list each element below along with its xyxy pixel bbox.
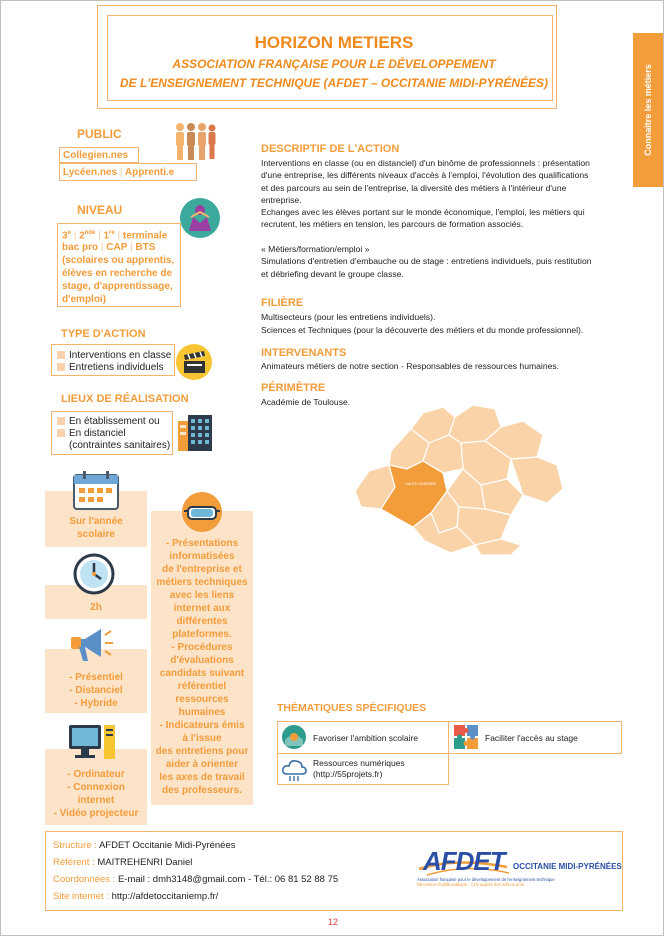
lieux-item-2 [57, 428, 126, 440]
footer-structure-value: AFDET Occitanie Midi-Pyrénées [98, 840, 236, 851]
lieux-item-1-label: En établissement ou [69, 416, 160, 427]
perimetre-heading: PÉRIMÈTRE [261, 382, 326, 394]
modalite-1: - Présentiel [69, 672, 123, 683]
outils-line: ressources [175, 694, 229, 705]
niveau-1re: 1 [103, 230, 110, 242]
thematique-2-label: Faciliter l'accès au stage [485, 733, 578, 743]
outils-line: humaines [178, 707, 226, 718]
outils-line: à l'issue [182, 733, 222, 744]
niveau-3e-sup: e [67, 230, 71, 236]
niveau-cap: CAP [106, 242, 128, 253]
duree-label-2: scolaire [77, 529, 115, 540]
lieux-item-2-label: En distanciel [69, 428, 126, 439]
filiere-line-2: Sciences et Techniques (pour la découverte des métiers et du monde professionnel). [261, 325, 584, 335]
footer-coord-value[interactable]: E-mail : dmh3148@gmail.com - Tél.: 06 81 52 88 75 [117, 874, 339, 885]
clapperboard-icon [175, 343, 213, 381]
materiel-2: - Connexion [67, 782, 125, 793]
materiel-4: - Vidéo projecteur [53, 808, 139, 819]
afdet-logo-line-2: Reconnue d'utilité publique - Cr/e auprès des milieux droit [417, 882, 525, 887]
outils-line: de l'entreprise et [162, 564, 242, 575]
bullet-icon [57, 363, 65, 371]
graduation-icon [179, 197, 221, 239]
outils-line: - Indicateurs émis [159, 720, 245, 731]
niveau-line-1: 3e | 2nde | 1re | terminale [62, 230, 168, 242]
outils-line: informatisées [169, 551, 235, 562]
type-action-item-1 [57, 350, 171, 362]
public-item-1: Collegien.nes [63, 150, 129, 161]
thematique-1-label: Favoriser l'ambition scolaire [313, 733, 419, 743]
niveau-bacpro: bac pro [62, 242, 99, 253]
vr-goggles-icon [181, 491, 223, 533]
outils-line: métiers techniques [156, 577, 248, 588]
descriptif-line: « Métiers/formation/emploi » [261, 244, 370, 255]
afdet-logo-line-1: Association française pour le développement de l'enseignement technique [417, 877, 555, 882]
header-subtitle-1: ASSOCIATION FRANÇAISE POUR LE DÉVELOPPEMENT [172, 57, 496, 71]
outils-line: - Procédures [171, 642, 233, 653]
lieux-item-1 [57, 416, 160, 428]
footer-referent [53, 854, 192, 871]
computer-icon [67, 721, 117, 763]
public-heading: PUBLIC [77, 127, 122, 141]
descriptif-line: Simulations d'entretien d'embauche ou de stage : entretiens individuels, puis restitution [261, 256, 592, 267]
temps-label: 2h [90, 602, 102, 613]
outils-list [151, 537, 253, 797]
descriptif-line: d'une entreprise, les différents niveaux d'accès à l'emploi, l'évolution des qualifications [261, 170, 589, 181]
building-icon [175, 413, 215, 453]
afdet-logo-region: OCCITANIE MIDI-PYRÉNÉES [513, 862, 622, 871]
cloud-icon [281, 756, 307, 782]
niveau-2nde-sup: nde [84, 230, 96, 236]
afdet-logo-text: AFDET [423, 846, 505, 876]
region-map [351, 399, 567, 555]
bullet-icon [57, 429, 65, 437]
type-action-heading: TYPE D'ACTION [61, 328, 146, 340]
page-number: 12 [327, 917, 338, 927]
thematiques-heading: THÉMATIQUES SPÉCIFIQUES [277, 702, 427, 714]
target-icon [281, 724, 307, 750]
bullet-icon [57, 417, 65, 425]
page-title: HORIZON METIERS [254, 33, 414, 52]
filiere-heading: FILIÈRE [261, 297, 304, 309]
lieux-note: (contraintes sanitaires) [69, 440, 171, 451]
descriptif-line [261, 231, 631, 243]
footer-coord-label: Coordonnées : [53, 874, 118, 885]
descriptif-heading: DESCRIPTIF DE L'ACTION [261, 143, 400, 155]
public-item-3: Apprenti.e [124, 167, 175, 178]
perimetre-text: Académie de Toulouse. [261, 397, 351, 407]
side-tab [633, 33, 663, 187]
modalite-2: - Distanciel [69, 685, 123, 696]
header-subtitle-2: DE L'ENSEIGNEMENT TECHNIQUE (AFDET – OCCITANIE MIDI-PYRÉNÉES) [120, 76, 548, 90]
map-label: HAUTE-GARONNE [405, 482, 437, 486]
outils-line: candidats suivant [159, 668, 245, 679]
outils-line: avec les liens [169, 590, 235, 601]
type-action-item-2-label: Entretiens individuels [69, 362, 164, 373]
niveau-2nde: 2 [79, 230, 85, 242]
materiel-1: - Ordinateur [67, 769, 125, 780]
thematique-3-link[interactable]: (http://55projets.fr) [313, 769, 383, 779]
outils-line: - Présentations [165, 538, 239, 549]
descriptif-text [261, 157, 631, 280]
people-icon [173, 121, 217, 163]
side-tab-label: Connaître les métiers [643, 64, 653, 156]
niveau-1re-sup: re [109, 230, 115, 236]
puzzle-icon [452, 723, 480, 751]
niveau-bts: BTS [135, 242, 156, 253]
materiel-3: internet [77, 795, 115, 806]
outils-line: les axes de travail [159, 772, 245, 783]
calendar-icon [71, 471, 121, 511]
type-action-item-1-label: Interventions en classe [69, 350, 172, 361]
descriptif-line: et débriefing devant le groupe classe. [261, 268, 404, 279]
niveau-extra: (scolaires ou apprentis, élèves en recherche de stage, d'apprentissage, d'emploi) [62, 255, 175, 305]
megaphone-icon [67, 623, 115, 665]
footer-site [53, 888, 218, 905]
niveau-line-2: bac pro | CAP | BTS [62, 242, 156, 253]
descriptif-line: recrutent, les métiers en tension, les parcours de formation associés. [261, 219, 524, 230]
footer-site-label: Site internet : [53, 891, 112, 902]
filiere-line-1: Multisecteurs (pour les entretiens individuels). [261, 312, 436, 322]
public-items-row: Lycéen.nes | Apprenti.e [63, 167, 175, 178]
footer-structure-label: Structure : [53, 840, 99, 851]
intervenants-text: Animateurs métiers de notre section - Responsables de ressources humaines. [261, 361, 560, 371]
outils-line: référentiel [177, 681, 227, 692]
niveau-heading: NIVEAU [77, 203, 123, 217]
footer-structure [53, 837, 236, 854]
footer-referent-value: MAITREHENRI Daniel [97, 857, 193, 868]
niveau-terminale: terminale [122, 230, 168, 242]
descriptif-line: et des parcours au sein de l'entreprise, la diversité des métiers à l'intérieur d'une [261, 182, 567, 193]
niveau-3e: 3 [62, 230, 68, 242]
outils-line: des entretiens pour [155, 746, 249, 757]
type-action-item-2 [57, 362, 164, 374]
outils-line: des professeurs. [161, 785, 243, 796]
footer-referent-label: Référent : [53, 857, 98, 868]
descriptif-line: entreprise. [261, 194, 302, 205]
footer-site-link[interactable]: http://afdetoccitaniemp.fr/ [111, 891, 219, 902]
thematique-3-label: Ressources numériques [313, 758, 405, 768]
intervenants-heading: INTERVENANTS [261, 347, 347, 359]
descriptif-line: Echanges avec les élèves portant sur le monde économique, l'emploi, les métiers qui [261, 207, 585, 218]
outils-line: différentes [176, 616, 228, 627]
afdet-logo [417, 846, 622, 887]
bullet-icon [57, 351, 65, 359]
modalite-3: - Hybride [74, 698, 118, 709]
clock-icon [73, 553, 115, 595]
public-item-2: Lycéen.nes [63, 167, 118, 178]
descriptif-line: Interventions en classe (ou en distanciel) d'un binôme de professionnels : présentation [261, 158, 590, 168]
outils-line: aider à orienter [165, 759, 239, 770]
duree-label-1: Sur l'année [69, 516, 123, 527]
outils-line: internet aux [173, 603, 231, 614]
outils-line: plateformes. [172, 629, 232, 640]
lieux-heading: LIEUX DE RÉALISATION [61, 393, 189, 405]
outils-line: d'évaluations [170, 655, 234, 666]
footer-coordonnees [53, 871, 338, 888]
